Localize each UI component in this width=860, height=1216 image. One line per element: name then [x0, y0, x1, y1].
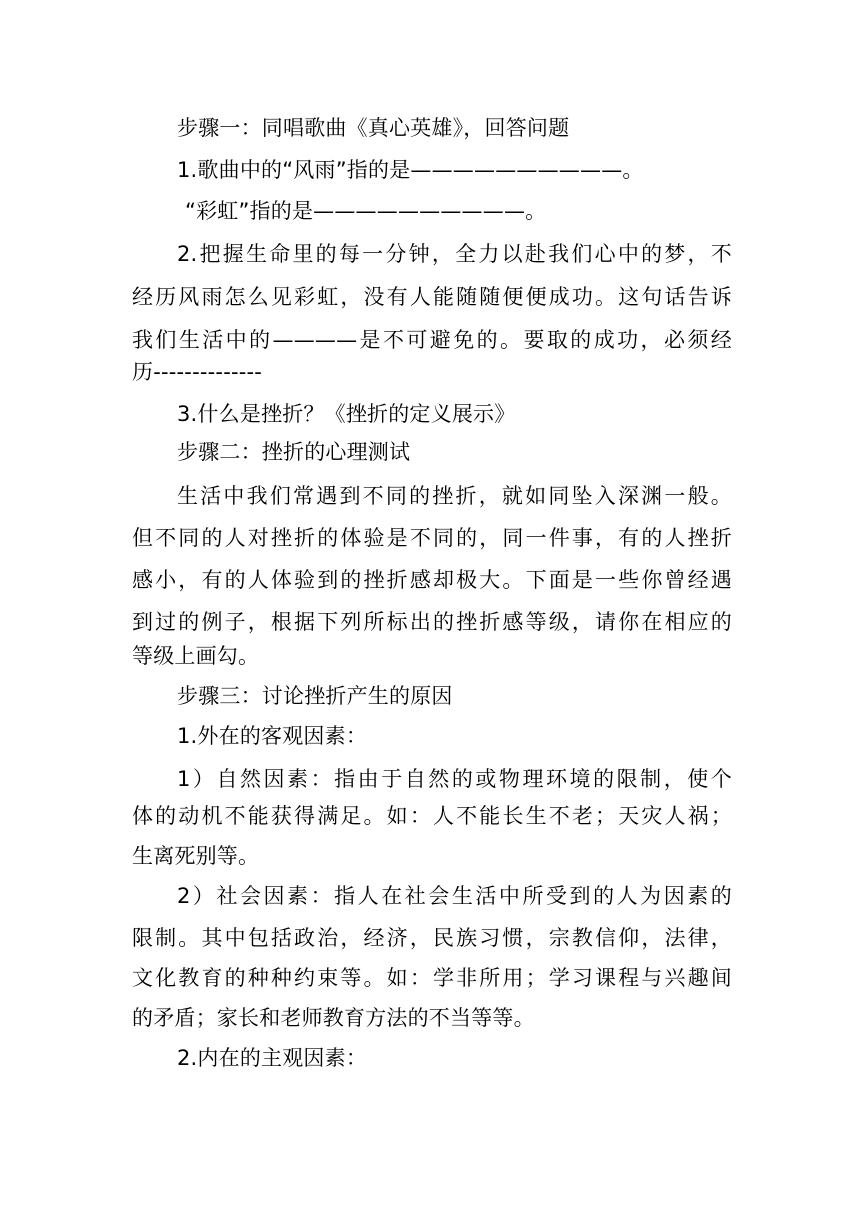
natural-factors-line-3: 生离死别等。	[132, 844, 260, 868]
question-3: 3.什么是挫折？《挫折的定义展示》	[177, 402, 516, 426]
social-factors-line-3: 文化教育的种种约束等。如：学非所用；学习课程与兴趣间	[132, 966, 732, 990]
step-two-paragraph-line-4: 到过的例子，根据下列所标出的挫折感等级，请你在相应的	[132, 610, 732, 634]
external-factors-heading: 1.外在的客观因素：	[177, 724, 368, 748]
question-1-rainbow: “彩虹”指的是——————————。	[185, 199, 547, 223]
social-factors-line-1: 2）社会因素：指人在社会生活中所受到的人为因素的	[177, 884, 732, 908]
question-1-wind-rain: 1.歌曲中的“风雨”指的是——————————。	[177, 158, 644, 182]
social-factors-line-4: 的矛盾；家长和老师教育方法的不当等等。	[132, 1006, 535, 1030]
step-two-paragraph-line-2: 但不同的人对挫折的体验是不同的，同一件事，有的人挫折	[132, 526, 732, 550]
step-two-heading: 步骤二：挫折的心理测试	[177, 440, 411, 464]
question-2-line-3: 我们生活中的————是不可避免的。要取的成功，必须经	[132, 328, 732, 352]
step-one-heading: 步骤一：同唱歌曲《真心英雄》，回答问题	[177, 116, 570, 140]
step-two-paragraph-line-3: 感小，有的人体验到的挫折感却极大。下面是一些你曾经遇	[132, 568, 732, 592]
step-two-paragraph-line-1: 生活中我们常遇到不同的挫折，就如同坠入深渊一般。	[177, 484, 732, 508]
internal-factors-heading: 2.内在的主观因素：	[177, 1046, 368, 1070]
social-factors-line-2: 限制。其中包括政治，经济，民族习惯，宗教信仰，法律，	[132, 926, 732, 950]
question-2-line-2: 经历风雨怎么见彩虹，没有人能随随便便成功。这句话告诉	[132, 285, 732, 309]
question-2-line-4: 历--------------	[132, 360, 263, 384]
natural-factors-line-2: 体的动机不能获得满足。如：人不能长生不老；天灾人祸；	[132, 804, 732, 828]
question-2-line-1: 2.把握生命里的每一分钟，全力以赴我们心中的梦，不	[177, 242, 732, 266]
step-two-paragraph-line-5: 等级上画勾。	[132, 644, 260, 668]
natural-factors-line-1: 1）自然因素：指由于自然的或物理环境的限制，使个	[177, 767, 732, 791]
step-three-heading: 步骤三：讨论挫折产生的原因	[177, 684, 453, 708]
